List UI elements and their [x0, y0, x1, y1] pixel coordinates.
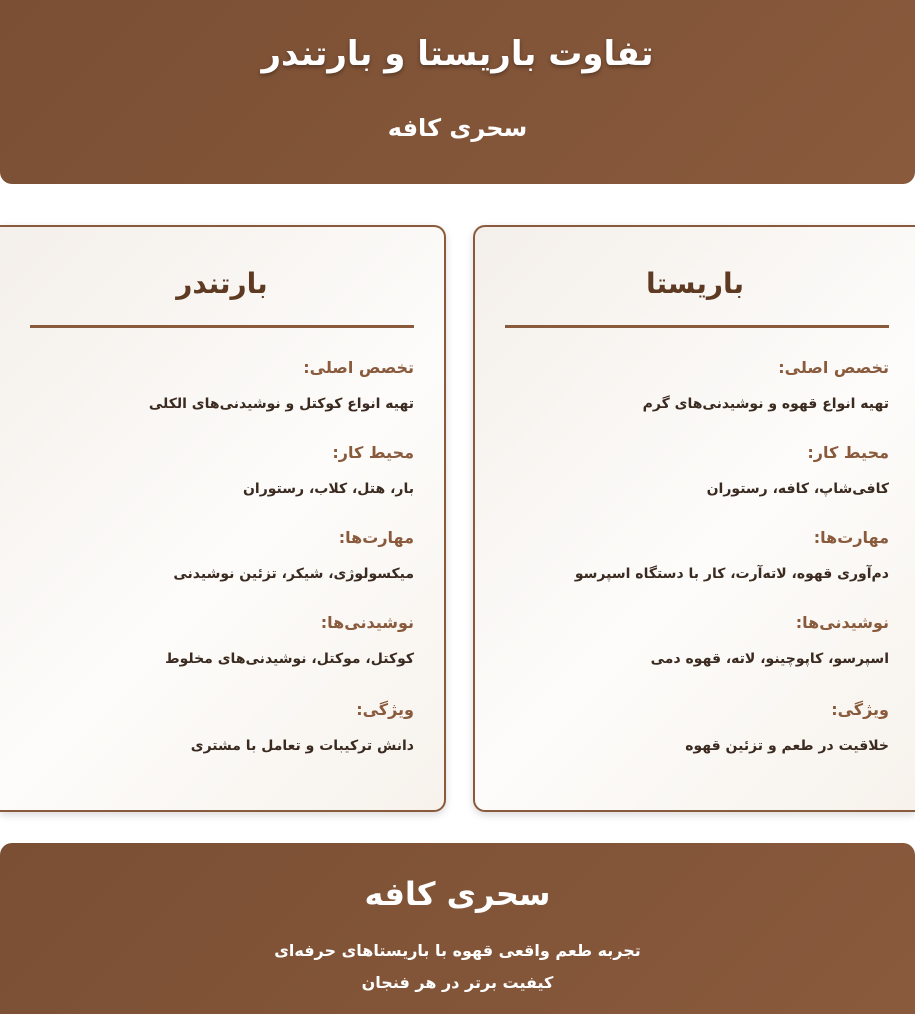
bartender-workplace-label: محیط کار:	[332, 443, 414, 462]
bartender-card-title: بارتندر	[176, 267, 268, 300]
footer-title: سحری کافه	[364, 875, 551, 913]
barista-skills-label: مهارت‌ها:	[813, 528, 889, 547]
barista-drinks-label: نوشیدنی‌ها:	[795, 613, 889, 632]
footer-slogan: کیفیت برتر در هر فنجان	[361, 973, 554, 992]
bartender-skills-label: مهارت‌ها:	[338, 528, 414, 547]
barista-card-title: باریستا	[645, 267, 745, 300]
barista-workplace-value: کافی‌شاپ، کافه، رستوران	[706, 481, 889, 497]
barista-feature-value: خلاقیت در طعم و تزئین قهوه	[685, 738, 889, 754]
bartender-feature-value: دانش ترکیبات و تعامل با مشتری	[190, 738, 414, 754]
page-subtitle: سحری کافه	[387, 114, 528, 142]
bartender-specialty-label: تخصص اصلی:	[303, 358, 414, 377]
bartender-skills-value: میکسولوژی، شیکر، تزئین نوشیدنی	[173, 566, 414, 582]
bartender-card-divider	[30, 325, 414, 328]
page-footer	[0, 843, 915, 1014]
bartender-specialty-value: تهیه انواع کوکتل و نوشیدنی‌های الکلی	[148, 396, 414, 412]
barista-specialty-value: تهیه انواع قهوه و نوشیدنی‌های گرم	[642, 396, 889, 412]
bartender-card	[0, 225, 446, 812]
page-header	[0, 0, 915, 184]
bartender-feature-label: ویژگی:	[356, 700, 414, 719]
barista-drinks-value: اسپرسو، کاپوچینو، لاته، قهوه دمی	[650, 651, 889, 667]
bartender-drinks-label: نوشیدنی‌ها:	[320, 613, 414, 632]
barista-workplace-label: محیط کار:	[807, 443, 889, 462]
barista-feature-label: ویژگی:	[831, 700, 889, 719]
bartender-workplace-value: بار، هتل، کلاب، رستوران	[242, 481, 414, 497]
page-title: تفاوت باریستا و بارتندر	[261, 34, 654, 74]
barista-skills-value: دم‌آوری قهوه، لاته‌آرت، کار با دستگاه اسپرسو	[574, 566, 889, 582]
barista-specialty-label: تخصص اصلی:	[778, 358, 889, 377]
barista-card	[473, 225, 915, 812]
bartender-drinks-value: کوکتل، موکتل، نوشیدنی‌های مخلوط	[165, 651, 414, 667]
barista-card-divider	[505, 325, 889, 328]
footer-tagline: تجربه طعم واقعی قهوه با باریستاهای حرفه‌ای	[274, 941, 641, 960]
